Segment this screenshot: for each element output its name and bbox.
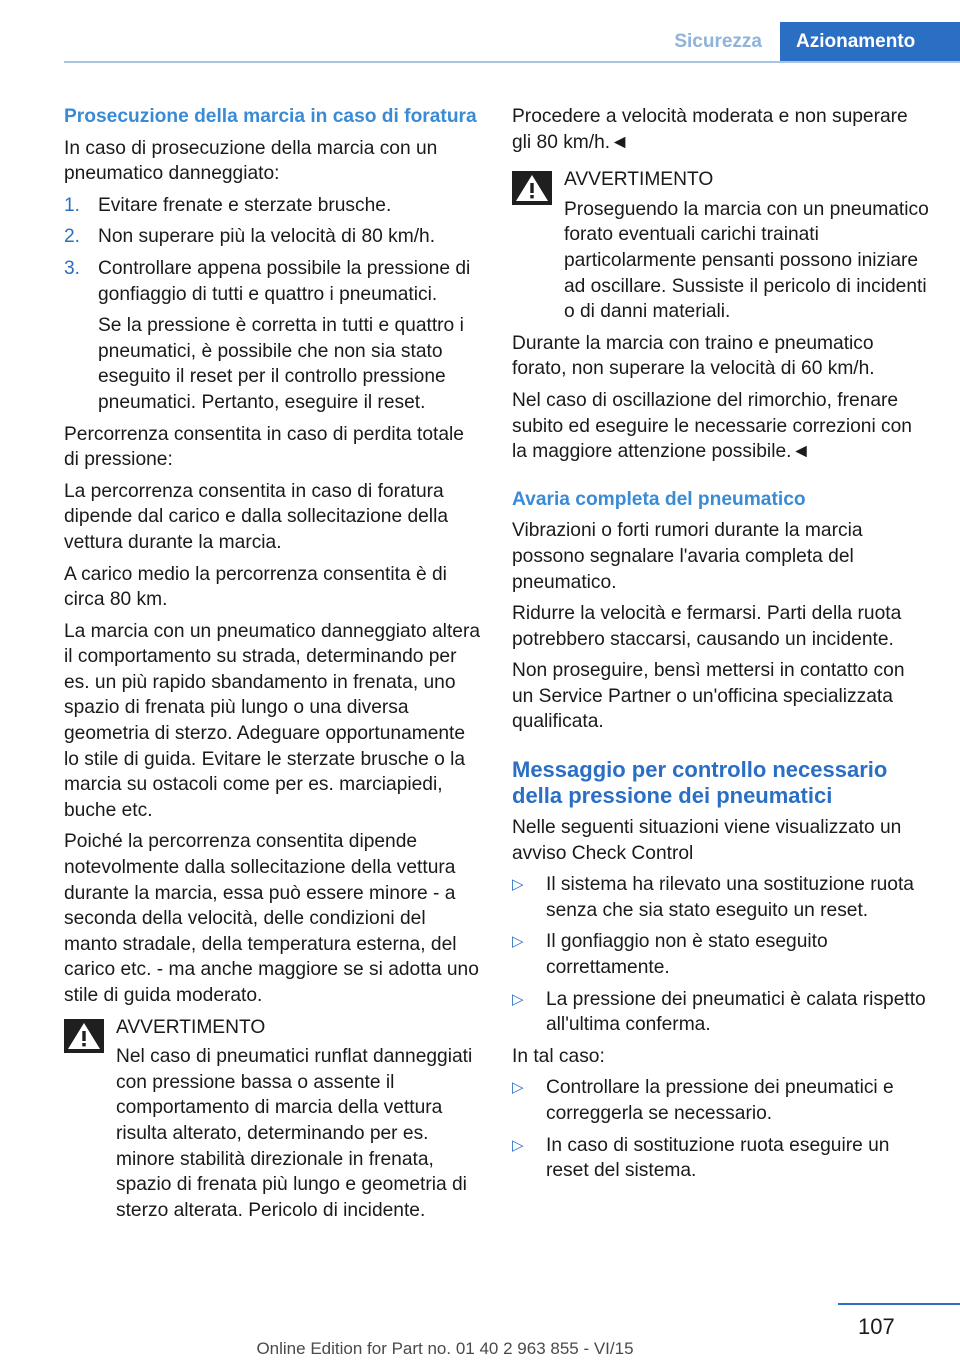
warning-title: AVVERTIMENTO <box>116 1016 266 1038</box>
sub-heading-prosecuzione: Prosecuzione della marcia in caso di foratura <box>64 106 477 127</box>
paragraph: Vibrazioni o forti rumori durante la marcia possono segnalare l'avaria completa del pneumatico. <box>512 520 863 593</box>
paragraph: A carico medio la percorrenza consentita è di circa 80 km. <box>64 563 447 611</box>
tab-sicurezza[interactable]: Sicurezza <box>674 31 762 52</box>
paragraph: Nel caso di oscillazione del rimorchio, frenare subito ed eseguire le necessarie correzioni con la maggiore attenzione possibile.◄ <box>512 389 912 463</box>
paragraph: Durante la marcia con traino e pneumatico forato, non superare la velocità di 60 km/h. <box>512 332 875 380</box>
paragraph: La percorrenza consentita in caso di foratura dipende dal carico e dalla sollecitazione della vettura durante la marcia. <box>64 480 449 553</box>
sub-heading-avaria: Avaria completa del pneumatico <box>512 488 806 510</box>
list-item-text: Evitare frenate e sterzate brusche. <box>98 194 392 216</box>
warning-icon <box>64 1019 104 1053</box>
paragraph: Percorrenza consentita in caso di perdita totale di pressione: <box>64 423 464 471</box>
paragraph: In caso di prosecuzione della marcia con un pneumatico danneggiato: <box>64 137 438 185</box>
header-tabs <box>652 22 960 62</box>
list-number: 3. <box>64 257 81 279</box>
list-item <box>512 1133 930 1184</box>
list-item-note: Se la pressione è corretta in tutti e quattro i pneumatici, è possibile che non sia stato eseguito il reset per il controllo pressione pneumatici. Pertanto, eseguire il reset. <box>98 315 464 413</box>
list-item-text: Non superare più la velocità di 80 km/h. <box>98 226 436 248</box>
warning-text: Nel caso di pneumatici runflat danneggiati con pressione bassa o assente il comportamento di marcia della vettura risulta alterato, determinando per es. minore stabilità direzionale in frenata, spazio di frenata più lungo e geometria di sterzo alterata. Pericolo di incidente. <box>116 1046 473 1221</box>
footer-edition-text: Online Edition for Part no. 01 40 2 963 855 - VI/15 <box>256 1339 634 1358</box>
bullet-list <box>512 1075 930 1183</box>
list-item-text: La pressione dei pneumatici è calata rispetto all'ultima conferma. <box>546 988 926 1036</box>
paragraph: Non proseguire, bensì mettersi in contatto con un Service Partner o un'officina specializzata qualificata. <box>512 660 905 733</box>
list-item <box>64 256 482 416</box>
bullet-triangle-icon: ▷ <box>512 990 524 1008</box>
list-item-text: Il sistema ha rilevato una sostituzione ruota senza che sia stato eseguito un reset. <box>546 874 914 921</box>
numbered-list <box>64 193 482 416</box>
warning-title: AVVERTIMENTO <box>564 169 714 191</box>
list-item <box>64 224 482 250</box>
bullet-triangle-icon: ▷ <box>512 1079 524 1097</box>
list-item-text: Il gonfiaggio non è stato eseguito correttamente. <box>546 931 828 979</box>
list-item-text: Controllare appena possibile la pressione di gonfiaggio di tutti e quattro i pneumatici. <box>98 257 471 305</box>
bullet-list <box>512 872 930 1038</box>
list-item <box>64 193 482 219</box>
page-number: 107 <box>858 1314 895 1339</box>
list-number: 1. <box>64 194 81 216</box>
paragraph: Poiché la percorrenza consentita dipende notevolmente dalla sollecitazione della vettura durante la marcia, essa può essere minore - a seconda della velocità, delle condizioni del manto stradale, della temperatura esterna, del carico etc. - ma anche maggiore se si adotta uno stile di guida moderato. <box>64 831 479 1006</box>
bullet-triangle-icon: ▷ <box>512 1136 524 1154</box>
footer-divider <box>838 1303 960 1305</box>
paragraph: Procedere a velocità moderata e non superare gli 80 km/h.◄ <box>512 106 908 153</box>
footer-edition <box>0 1339 960 1359</box>
paragraph: Nelle seguenti situazioni viene visualizzato un avviso Check Control <box>512 817 902 864</box>
warning-icon <box>512 171 552 205</box>
list-item-text: In caso di sostituzione ruota eseguire un reset del sistema. <box>546 1134 890 1182</box>
bullet-triangle-icon: ▷ <box>512 933 524 951</box>
left-column <box>64 104 482 1229</box>
header-divider <box>64 61 960 63</box>
warning-text: Proseguendo la marcia con un pneumatico forato eventuali carichi trainati particolarmente pensanti possono iniziare ad oscillare. Sussiste il pericolo di incidenti o di danni materiali. <box>564 198 929 323</box>
paragraph: In tal caso: <box>512 1045 605 1067</box>
warning-box <box>512 167 930 325</box>
list-item <box>512 987 930 1038</box>
paragraph: Ridurre la velocità e fermarsi. Parti della ruota potrebbero staccarsi, causando un incidente. <box>512 603 902 650</box>
right-column <box>512 104 930 1190</box>
list-item-text: Controllare la pressione dei pneumatici e correggerla se necessario. <box>546 1077 894 1124</box>
tab-azionamento[interactable]: Azionamento <box>780 22 960 62</box>
paragraph: La marcia con un pneumatico danneggiato altera il comportamento su strada, determinando per es. un più rapido sbandamento in frenata, uno spazio di frenata più lungo o una diversa geometria di sterzo. Adeguare opportunamente lo stile di guida. Evitare le sterzate brusche o la marcia su ostacoli come per es. marciapiedi, buche etc. <box>64 620 481 821</box>
section-heading: Messaggio per controllo necessario della pressione dei pneumatici <box>512 757 888 809</box>
list-item <box>512 872 930 923</box>
list-item <box>512 929 930 980</box>
list-item <box>512 1075 930 1126</box>
warning-box <box>64 1015 482 1224</box>
bullet-triangle-icon: ▷ <box>512 876 524 894</box>
list-number: 2. <box>64 226 81 248</box>
